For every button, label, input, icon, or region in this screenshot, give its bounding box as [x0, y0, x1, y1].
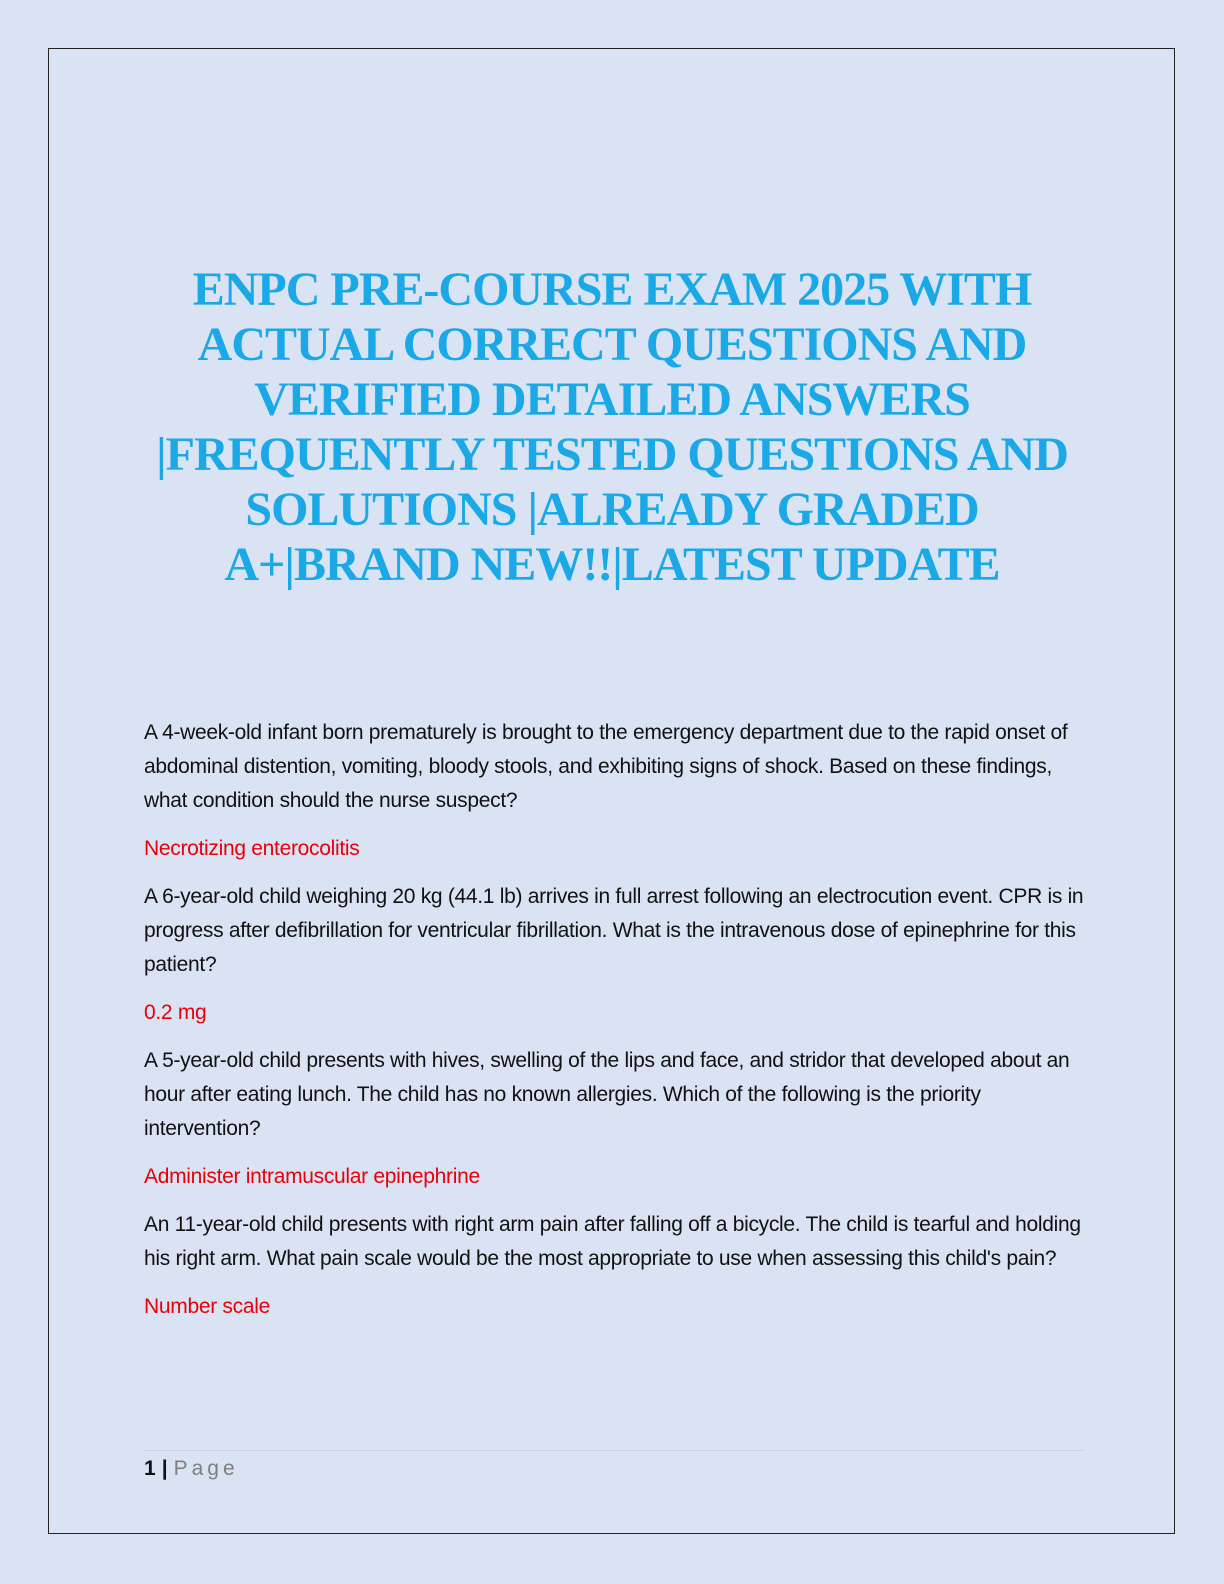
qa-item	[144, 1044, 1084, 1194]
answer-text: Number scale	[144, 1295, 270, 1318]
question-text: A 6-year-old child weighing 20 kg (44.1 lb) arrives in full arrest following an electrocution event. CPR is in progress after defibrillation for ventricular fibrillation. What is the intravenous dose of epinephrine for this patient?	[144, 885, 1084, 976]
document-title: ENPC PRE-COURSE EXAM 2025 WITH ACTUAL CORRECT QUESTIONS AND VERIFIED DETAILED ANSWERS |FREQUENTLY TESTED QUESTIONS AND SOLUTIONS |ALREADY GRADED A+|BRAND NEW!!|LATEST UPDATE	[156, 263, 1068, 591]
page-number: 1	[144, 1457, 156, 1480]
footer-separator: |	[161, 1457, 168, 1480]
qa-section	[144, 716, 1084, 1338]
qa-item	[144, 880, 1084, 1030]
qa-item	[144, 1208, 1084, 1324]
answer-text: 0.2 mg	[144, 1001, 207, 1024]
page-footer	[144, 1455, 239, 1483]
page-label: Page	[173, 1457, 239, 1480]
answer-text: Necrotizing enterocolitis	[144, 837, 360, 860]
question-text: An 11-year-old child presents with right arm pain after falling off a bicycle. The child is tearful and holding his right arm. What pain scale would be the most appropriate to use when assessing this child's pain?	[144, 1213, 1081, 1270]
footer-divider	[144, 1450, 1084, 1451]
answer-text: Administer intramuscular epinephrine	[144, 1165, 480, 1188]
question-text: A 4-week-old infant born prematurely is brought to the emergency department due to the rapid onset of abdominal distention, vomiting, bloody stools, and exhibiting signs of shock. Based on these findings, what condition should the nurse suspect?	[144, 721, 1068, 812]
qa-item	[144, 716, 1084, 866]
question-text: A 5-year-old child presents with hives, swelling of the lips and face, and stridor that developed about an hour after eating lunch. The child has no known allergies. Which of the following is the priority intervention?	[144, 1049, 1070, 1140]
